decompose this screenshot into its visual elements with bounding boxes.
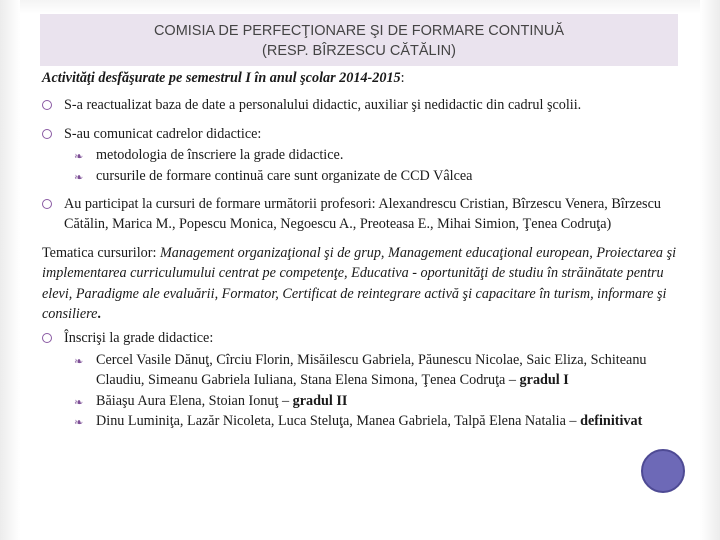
sub-item-grade: gradul II [292,392,348,409]
section-heading-suffix: : [400,70,405,86]
sub-item-cursuri [42,166,682,186]
sub-item-gradul-1 [42,350,682,391]
ring-bullet-icon [42,333,52,343]
sub-item-grade: gradul I [519,372,569,389]
slide-title-line2: (RESP. BÎRZESCU CĂTĂLIN) [262,43,456,59]
ring-bullet-icon [42,100,52,110]
sub-list [42,145,682,186]
bullet-item-database [42,95,682,115]
leaf-bullet-icon: ❧ [74,150,84,164]
leaf-bullet-icon: ❧ [74,416,84,430]
slide-title-line1: COMISIA DE PERFECŢIONARE ŞI DE FORMARE CONTINUĂ [153,23,565,39]
section-heading-text: Activităţi desfăşurate pe semestrul I în anul şcolar 2014-2015 [42,70,401,86]
slide-content [42,68,682,440]
slide-frame-top [0,0,720,14]
ring-bullet-icon [42,129,52,139]
purple-circle-decoration [641,449,685,493]
tematica-text: Management organizaţional şi de grup, Management educaţional european, Proiectarea şi implementarea curriculumului centrat pe competenţe, Educativa - oportunităţi de studiu în străinătate pentru elevi, Paradigme ale evaluării, Formator, Certificat de reintegrare activă şi capacitare în turism, informare şi consiliere [42,244,677,323]
sub-list [42,350,682,432]
bullet-text: S-a reactualizat baza de date a personalului didactic, auxiliar şi nedidactic din cadrul şcolii. [64,97,582,114]
sub-item-text: cursurile de formare continuă care sunt organizate de CCD Vâlcea [96,167,473,184]
bullet-text: Au participat la cursuri de formare următorii profesori: Alexandrescu Cristian, Bîrzescu Venera, Bîrzescu Cătălin, Marica M., Popescu Monica, Negoescu A., Preoteasa E., Mihai Simion, Ţenea Codruţa) [64,196,661,233]
bullet-text: S-au comunicat cadrelor didactice: [64,125,262,142]
ring-bullet-icon [42,199,52,209]
sub-item-metodologia [42,145,682,165]
leaf-bullet-icon: ❧ [74,395,84,409]
sub-item-text: metodologia de înscriere la grade didactice. [96,147,344,164]
leaf-bullet-icon: ❧ [74,170,84,184]
sub-item-names: Băiaşu Aura Elena, Stoian Ionuţ – [96,392,293,409]
sub-item-names: Dinu Luminiţa, Lazăr Nicoleta, Luca Steluţa, Manea Gabriela, Talpă Elena Natalia – [96,413,581,430]
slide-title [40,14,678,66]
slide-frame-left [0,0,20,540]
bullet-item-participants [42,194,682,235]
bullet-item-communicated [42,124,682,186]
sub-item-definitivat [42,411,682,431]
bullet-text: Înscrişi la grade didactice: [64,330,214,347]
slide-frame-right [700,0,720,540]
section-heading [42,68,682,88]
bullet-item-grade [42,328,682,431]
sub-item-grade: definitivat [580,413,643,430]
sub-item-names: Cercel Vasile Dănuţ, Cîrciu Florin, Misăilescu Gabriela, Păunescu Nicolae, Saic Eliza, Schiteanu Claudiu, Simeanu Gabriela Iuliana, Stana Elena Simona, Ţenea Codruţa – [96,351,647,389]
tematica-paragraph [42,243,682,325]
tematica-end: . [97,306,101,323]
leaf-bullet-icon: ❧ [74,354,84,368]
tematica-label: Tematica cursurilor: [42,244,160,261]
sub-item-gradul-2 [42,391,682,411]
